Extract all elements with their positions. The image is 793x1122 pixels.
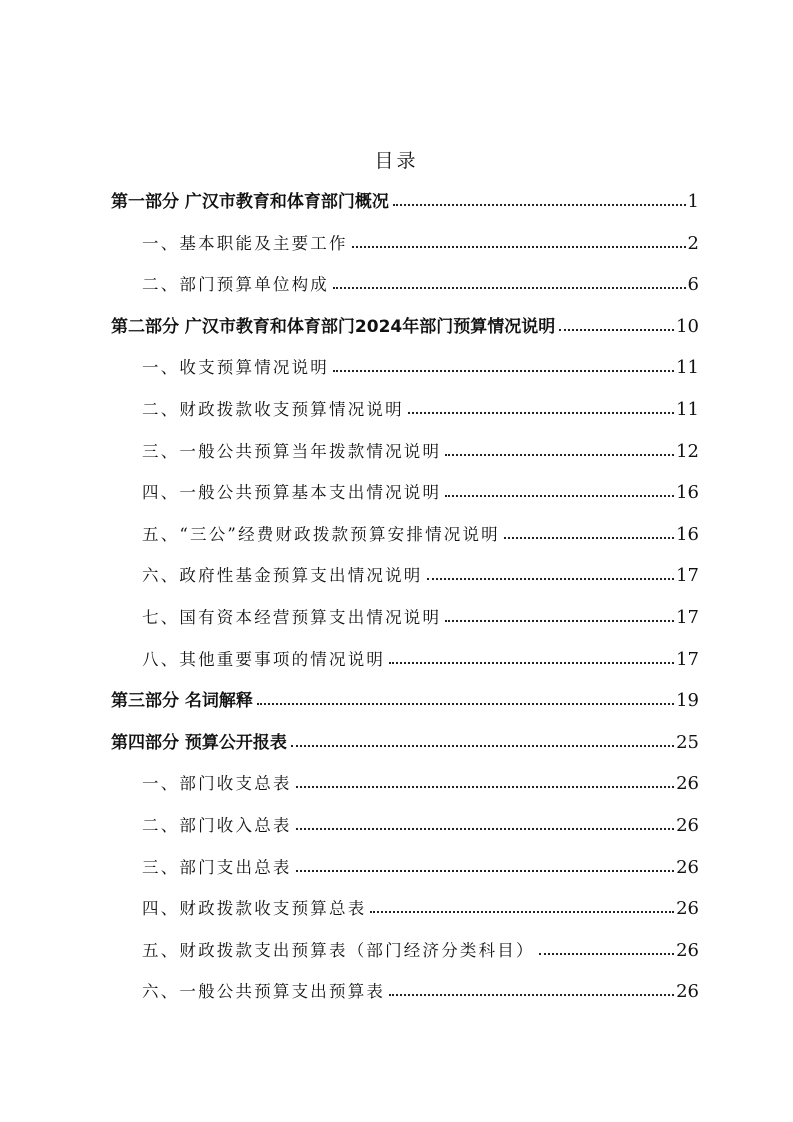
toc-page-number: 19 [676, 690, 699, 712]
toc-entry-label: 四、财政拨款收支预算总表 [142, 899, 367, 919]
toc-entry-label: 六、政府性基金预算支出情况说明 [142, 566, 423, 586]
dot-leader [257, 703, 674, 705]
toc-page-number: 26 [676, 815, 699, 836]
toc-section-entry[interactable] [142, 644, 699, 670]
toc-section-entry[interactable] [142, 768, 699, 794]
dot-leader [445, 620, 674, 622]
toc-section-entry[interactable] [142, 893, 699, 919]
toc-page-number: 12 [676, 440, 699, 462]
toc-entry-label: 五、财政拨款支出预算表（部门经济分类科目） [142, 940, 535, 960]
dot-leader [333, 370, 674, 372]
dot-leader [296, 786, 674, 788]
toc-section-entry[interactable] [142, 477, 699, 503]
toc-section-entry[interactable] [142, 269, 699, 295]
toc-entry-label: 第一部分 广汉市教育和体育部门概况 [111, 192, 389, 212]
dot-leader [296, 870, 674, 872]
toc-entry-label: 三、部门支出总表 [142, 857, 292, 877]
toc-entry-label: 二、部门预算单位构成 [142, 275, 329, 295]
toc-part-entry[interactable] [111, 727, 699, 753]
dot-leader [389, 662, 674, 664]
toc-page-number: 10 [676, 315, 699, 337]
toc-page-number: 26 [676, 898, 699, 920]
toc-entry-label: 三、一般公共预算当年拨款情况说明 [142, 441, 442, 461]
dot-leader [296, 828, 674, 830]
toc-page-number: 11 [676, 399, 699, 420]
toc-section-entry[interactable] [142, 228, 699, 254]
dot-leader [393, 204, 686, 206]
toc-section-entry[interactable] [142, 602, 699, 628]
toc-entry-label: 第三部分 名词解释 [111, 691, 253, 712]
toc-section-entry[interactable] [142, 935, 699, 961]
dot-leader [539, 953, 674, 955]
toc-section-entry[interactable] [142, 436, 699, 462]
toc-entry-label: 第二部分 广汉市教育和体育部门2024年部门预算情况说明 [111, 316, 556, 337]
dot-leader [559, 329, 674, 331]
toc-page-number: 26 [676, 856, 699, 878]
toc-page-number: 2 [687, 232, 699, 254]
toc-page-number: 11 [676, 357, 699, 379]
toc-section-entry[interactable] [142, 560, 699, 586]
toc-section-entry[interactable] [142, 976, 699, 1002]
toc-entry-label: 六、一般公共预算支出预算表 [142, 982, 386, 1002]
toc-page-number: 26 [676, 981, 699, 1003]
dot-leader [504, 537, 674, 539]
dot-leader [445, 495, 674, 497]
toc-page-number: 17 [676, 648, 699, 670]
toc-page-number: 17 [676, 565, 699, 587]
toc-entry-label: 四、一般公共预算基本支出情况说明 [142, 483, 442, 503]
toc-page-number: 17 [676, 607, 699, 628]
dot-leader [291, 745, 674, 747]
toc-entry-label: 七、国有资本经营预算支出情况说明 [142, 608, 442, 627]
toc-entry-label: 二、部门收入总表 [142, 816, 292, 835]
toc-part-entry[interactable] [111, 186, 699, 212]
toc-section-entry[interactable] [142, 519, 699, 545]
toc-title: 目录 [374, 150, 419, 172]
toc-section-entry[interactable] [142, 852, 699, 878]
toc-part-entry[interactable] [111, 311, 699, 337]
dot-leader [408, 412, 674, 414]
toc-page-number: 16 [676, 523, 699, 545]
toc-part-entry[interactable] [111, 685, 699, 711]
toc-page-number: 1 [687, 191, 699, 212]
toc-section-entry[interactable] [142, 810, 699, 836]
toc-page-number: 25 [676, 731, 699, 753]
dot-leader [389, 994, 674, 996]
toc-entry-label: 第四部分 预算公开报表 [111, 732, 287, 753]
toc-page-number: 26 [676, 939, 699, 961]
toc-entry-label: 一、部门收支总表 [142, 774, 292, 794]
toc-entry-label: 八、其他重要事项的情况说明 [142, 649, 386, 669]
dot-leader [352, 246, 686, 248]
dot-leader [427, 578, 675, 580]
toc-section-entry[interactable] [142, 394, 699, 420]
toc-page-number: 26 [676, 773, 699, 795]
toc-entry-label: 一、基本职能及主要工作 [142, 233, 348, 253]
toc-section-entry[interactable] [142, 352, 699, 378]
toc-entry-label: 一、收支预算情况说明 [142, 358, 329, 378]
dot-leader [333, 287, 686, 289]
dot-leader [370, 911, 674, 913]
toc-page-number: 16 [676, 482, 699, 504]
toc-page-number: 6 [687, 274, 699, 296]
toc-entry-label: 五、“三公”经费财政拨款预算安排情况说明 [142, 524, 500, 544]
toc-entry-label: 二、财政拨款收支预算情况说明 [142, 400, 404, 419]
dot-leader [445, 454, 674, 456]
